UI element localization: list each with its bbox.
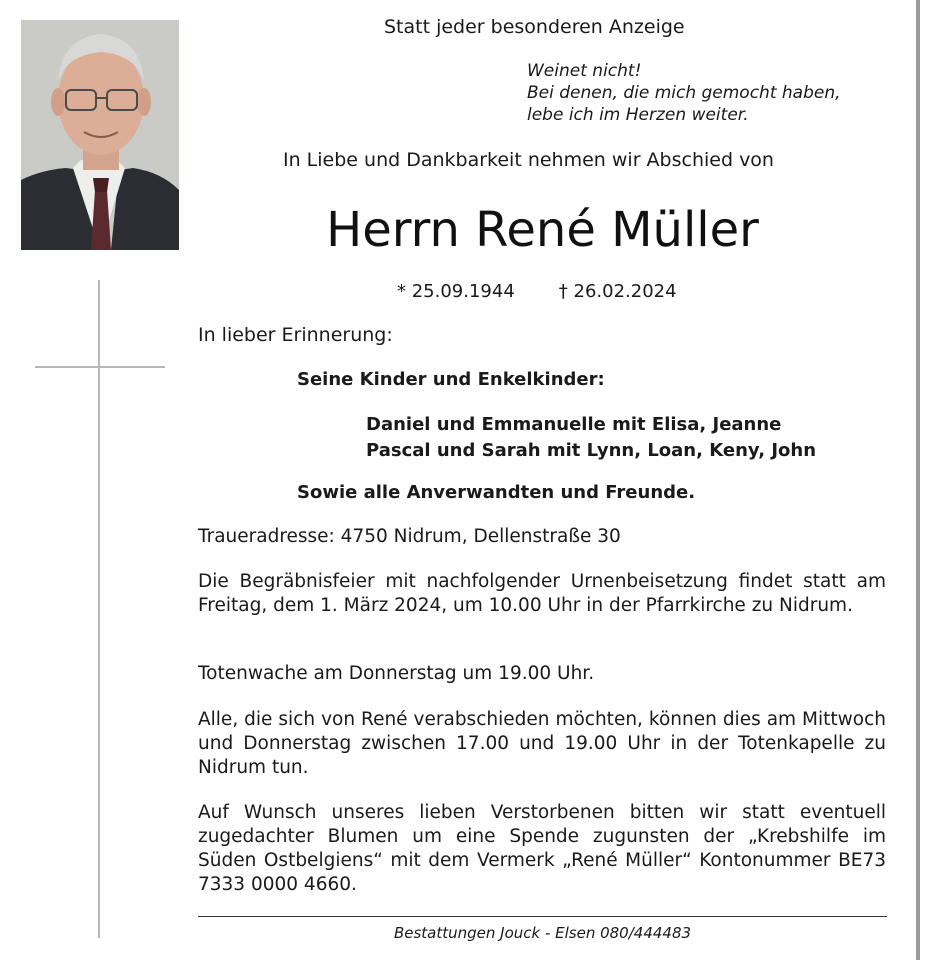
visitation-info: Alle, die sich von René verabschieden möchten, können dies am Mittwoch und Donnerstag zwischen 17.00 und 19.00 Uhr in der Totenkapelle zu Nidrum tun. <box>198 709 886 778</box>
farewell-intro: In Liebe und Dankbarkeit nehmen wir Abschied von <box>283 149 774 171</box>
wake-info: Totenwache am Donnerstag um 19.00 Uhr. <box>198 663 595 684</box>
donation-info: Auf Wunsch unseres lieben Verstorbenen bitten wir statt eventuell zugedachter Blumen um eine Spende zugunsten der „Krebshilfe im Süden Ostbelgiens“ mit dem Vermerk „René Müller“ Kontonummer BE73 7333 0000 4660. <box>198 802 886 895</box>
notice-header: Statt jeder besonderen Anzeige <box>384 16 685 38</box>
cross-horizontal-bar <box>35 366 165 368</box>
life-dates <box>397 281 677 302</box>
footer-divider <box>198 916 887 917</box>
quote-line: lebe ich im Herzen weiter. <box>527 105 749 125</box>
death-date: † 26.02.2024 <box>558 281 677 302</box>
quote-line: Bei denen, die mich gemocht haben, <box>527 83 841 103</box>
children-list <box>366 412 816 464</box>
birth-date: * 25.09.1944 <box>397 281 515 302</box>
memory-heading: In lieber Erinnerung: <box>198 324 393 346</box>
children-heading: Seine Kinder und Enkelkinder: <box>297 369 605 390</box>
children-line: Pascal und Sarah mit Lynn, Loan, Keny, John <box>366 440 817 461</box>
children-line: Daniel und Emmanuelle mit Elisa, Jeanne <box>366 414 782 435</box>
right-border-rule <box>916 0 920 960</box>
quote-block <box>527 60 841 126</box>
funeral-info: Die Begräbnisfeier mit nachfolgender Urnenbeisetzung findet statt am Freitag, dem 1. März 2024, um 10.00 Uhr in der Pfarrkirche zu Nidrum. <box>198 571 886 616</box>
cross-vertical-bar <box>98 280 100 938</box>
relatives-line: Sowie alle Anverwandten und Freunde. <box>297 482 696 503</box>
funeral-home-footer: Bestattungen Jouck - Elsen 080/444483 <box>393 924 692 942</box>
mourning-address: Traueradresse: 4750 Nidrum, Dellenstraße 30 <box>198 526 621 547</box>
deceased-name: Herrn René Müller <box>326 202 759 258</box>
quote-line: Weinet nicht! <box>527 61 642 81</box>
